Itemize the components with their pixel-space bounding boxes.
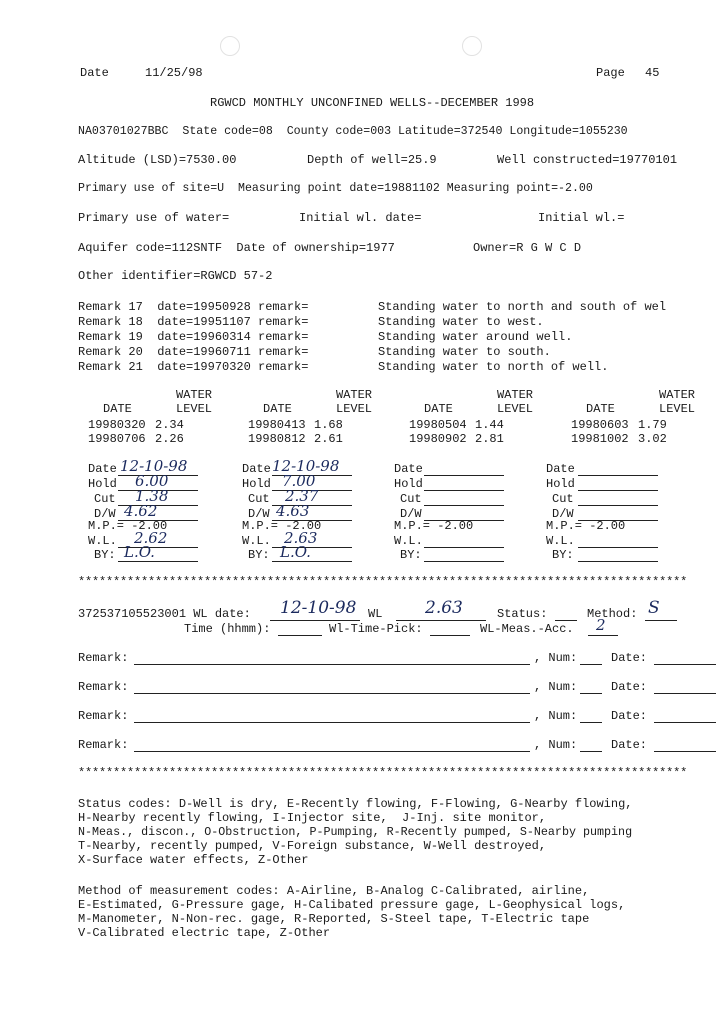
field-by-line[interactable] [272, 561, 352, 562]
divider: *************************************************************************************** [78, 575, 688, 589]
remark-left: Remark 19 date=19960314 remark= [78, 330, 309, 344]
num-line[interactable] [580, 751, 602, 752]
level-value: 1.79 [638, 418, 667, 432]
water-header: WATER [336, 388, 373, 402]
status-codes-line: H-Nearby recently flowing, I-Injector site, J-Inj. site monitor, [78, 811, 547, 825]
field-by-line[interactable] [578, 561, 658, 562]
hand-wl: 2.63 [284, 529, 318, 547]
method-codes-line: V-Calibrated electric tape, Z-Other [78, 926, 331, 940]
aquifer-code: Aquifer code=112SNTF Date of ownership=1977 [78, 241, 395, 255]
level-date: 19980902 [409, 432, 467, 446]
remark-left: Remark 20 date=19960711 remark= [78, 345, 309, 359]
field-mp: M.P.= -2.00 [88, 519, 168, 533]
field-by-label: BY: [552, 548, 574, 562]
remark-line[interactable] [134, 751, 530, 752]
date-col-header: DATE [586, 402, 615, 416]
remark-label: Remark: [78, 738, 129, 752]
initial-wl: Initial wl.= [538, 211, 625, 225]
status-codes-line: Status codes: D-Well is dry, E-Recently flowing, F-Flowing, G-Nearby flowing, [78, 797, 633, 811]
hand-method: S [648, 598, 660, 618]
field-wl-line[interactable] [578, 547, 658, 548]
level-date: 19980812 [248, 432, 306, 446]
field-date-label: Date [394, 462, 423, 476]
method-codes-line: E-Estimated, G-Pressure gage, H-Calibated pressure gage, L-Geophysical logs, [78, 898, 626, 912]
level-value: 2.61 [314, 432, 343, 446]
pick-line[interactable] [430, 635, 470, 636]
primary-use-water: Primary use of water= [78, 211, 230, 225]
remark-text: Standing water to north and south of wel [378, 300, 667, 314]
num-label: , Num: [534, 738, 578, 752]
divider: *************************************************************************************** [78, 766, 688, 780]
level-col-header: LEVEL [659, 402, 696, 416]
level-date: 19981002 [571, 432, 629, 446]
remark-date-line[interactable] [654, 664, 716, 665]
remark-date-label: Date: [611, 738, 648, 752]
page-label: Page [596, 66, 625, 80]
hand-wl-date: 12-10-98 [280, 598, 357, 618]
level-date: 19980320 [88, 418, 146, 432]
field-date-line[interactable] [578, 475, 658, 476]
water-header: WATER [659, 388, 696, 402]
status-codes-line: T-Nearby, recently pumped, V-Foreign substance, W-Well destroyed, [78, 839, 547, 853]
field-hold-line[interactable] [424, 490, 504, 491]
remark-label: Remark: [78, 680, 129, 694]
water-header: WATER [176, 388, 213, 402]
remark-line[interactable] [134, 693, 530, 694]
pick-label: Wl-Time-Pick: [329, 622, 423, 636]
time-line[interactable] [278, 635, 322, 636]
field-date-label: Date [88, 462, 117, 476]
remark-date-label: Date: [611, 709, 648, 723]
wl-line[interactable] [396, 620, 486, 621]
punch-hole [462, 36, 482, 56]
hand-acc: 2 [596, 616, 606, 634]
owner: Owner=R G W C D [473, 241, 582, 255]
report-date: 11/25/98 [145, 66, 203, 80]
remark-left: Remark 17 date=19950928 remark= [78, 300, 309, 314]
remark-text: Standing water to south. [378, 345, 551, 359]
field-cut-label: Cut [248, 492, 270, 506]
field-date-label: Date [546, 462, 575, 476]
page-title: RGWCD MONTHLY UNCONFINED WELLS--DECEMBER 1998 [210, 96, 535, 110]
hand-hold: 7.00 [282, 472, 316, 490]
status-line[interactable] [555, 620, 577, 621]
remark-date-label: Date: [611, 651, 648, 665]
status-codes-line: N-Meas., discon., O-Obstruction, P-Pumping, R-Recently pumped, S-Nearby pumping [78, 825, 633, 839]
remark-text: Standing water to north of well. [378, 360, 609, 374]
initial-wl-date: Initial wl. date= [299, 211, 422, 225]
site-id-line: NA03701027BBC State code=08 County code=003 Latitude=372540 Longitude=1055230 [78, 125, 628, 138]
remark-date-line[interactable] [654, 722, 716, 723]
field-wl-label: W.L. [394, 534, 423, 548]
level-date: 19980706 [88, 432, 146, 446]
hand-by: L.O. [280, 543, 311, 561]
remark-left: Remark 18 date=19951107 remark= [78, 315, 309, 329]
hand-hold: 6.00 [135, 472, 169, 490]
acc-line[interactable] [588, 635, 618, 636]
hand-cut: 1.38 [135, 487, 169, 505]
level-date: 19980413 [248, 418, 306, 432]
wl-date-line[interactable] [270, 620, 360, 621]
method-line[interactable] [645, 620, 677, 621]
remark-date-line[interactable] [654, 751, 716, 752]
site-use-line: Primary use of site=U Measuring point date=19881102 Measuring point=-2.00 [78, 182, 593, 195]
level-value: 2.26 [155, 432, 184, 446]
hand-date: 12-10-98 [120, 457, 188, 475]
remark-label: Remark: [78, 709, 129, 723]
level-date: 19980603 [571, 418, 629, 432]
num-label: , Num: [534, 651, 578, 665]
field-date-label: Date [242, 462, 271, 476]
status-codes-line: X-Surface water effects, Z-Other [78, 853, 309, 867]
field-wl-label: W.L. [546, 534, 575, 548]
field-hold-label: Hold [546, 477, 575, 491]
field-cut-label: Cut [400, 492, 422, 506]
field-hold-label: Hold [88, 477, 117, 491]
remark-text: Standing water to west. [378, 315, 544, 329]
well-constructed: Well constructed=19770101 [497, 153, 678, 167]
hand-wl-value: 2.63 [425, 598, 463, 618]
num-label: , Num: [534, 709, 578, 723]
field-wl-label: W.L. [88, 534, 117, 548]
remark-text: Standing water around well. [378, 330, 573, 344]
field-by-line[interactable] [118, 561, 198, 562]
hand-dw: 4.63 [276, 502, 310, 520]
num-line[interactable] [580, 693, 602, 694]
hand-wl: 2.62 [134, 529, 168, 547]
date-col-header: DATE [424, 402, 453, 416]
level-col-header: LEVEL [176, 402, 213, 416]
level-date: 19980504 [409, 418, 467, 432]
remark-left: Remark 21 date=19970320 remark= [78, 360, 309, 374]
level-col-header: LEVEL [497, 402, 534, 416]
field-cut-line[interactable] [578, 505, 658, 506]
time-label: Time (hhmm): [184, 622, 271, 636]
field-dw-label: D/W [94, 507, 116, 521]
level-value: 2.34 [155, 418, 184, 432]
hand-dw: 4.62 [124, 502, 158, 520]
field-dw-label: D/W [248, 507, 270, 521]
level-value: 1.68 [314, 418, 343, 432]
field-dw-label: D/W [552, 507, 574, 521]
punch-hole [220, 36, 240, 56]
level-value: 3.02 [638, 432, 667, 446]
field-cut-label: Cut [94, 492, 116, 506]
remark-date-line[interactable] [654, 693, 716, 694]
level-value: 1.44 [475, 418, 504, 432]
water-header: WATER [497, 388, 534, 402]
field-date-line[interactable] [424, 475, 504, 476]
method-label: Method: [587, 607, 638, 621]
field-by-label: BY: [248, 548, 270, 562]
field-by-label: BY: [400, 548, 422, 562]
level-col-header: LEVEL [336, 402, 373, 416]
field-cut-line[interactable] [424, 505, 504, 506]
remark-date-label: Date: [611, 680, 648, 694]
field-mp: M.P.= -2.00 [242, 519, 322, 533]
field-dw-label: D/W [400, 507, 422, 521]
field-hold-label: Hold [394, 477, 423, 491]
date-col-header: DATE [263, 402, 292, 416]
remark-label: Remark: [78, 651, 129, 665]
remark-line[interactable] [134, 664, 530, 665]
altitude: Altitude (LSD)=7530.00 [78, 153, 237, 167]
status-label: Status: [497, 607, 548, 621]
date-col-header: DATE [103, 402, 132, 416]
num-line[interactable] [580, 722, 602, 723]
acc-label: WL-Meas.-Acc. [480, 622, 574, 636]
page-number: 45 [645, 66, 660, 80]
field-wl-line[interactable] [424, 547, 504, 548]
well-wl-date-label: 372537105523001 WL date: [78, 607, 251, 621]
well-depth: Depth of well=25.9 [307, 153, 437, 167]
hand-date: 12-10-98 [272, 457, 340, 475]
hand-cut: 2.37 [285, 487, 319, 505]
field-cut-label: Cut [552, 492, 574, 506]
field-hold-label: Hold [242, 477, 271, 491]
field-wl-label: W.L. [242, 534, 271, 548]
field-by-label: BY: [94, 548, 116, 562]
hand-by: L.O. [124, 543, 155, 561]
date-label: Date [80, 66, 109, 80]
method-codes-line: Method of measurement codes: A-Airline, B-Analog C-Calibrated, airline, [78, 884, 590, 898]
wl-label: WL [368, 607, 383, 621]
field-mp: M.P.= -2.00 [394, 519, 474, 533]
method-codes-line: M-Manometer, N-Non-rec. gage, R-Reported, S-Steel tape, T-Electric tape [78, 912, 590, 926]
remark-line[interactable] [134, 722, 530, 723]
num-line[interactable] [580, 664, 602, 665]
field-hold-line[interactable] [578, 490, 658, 491]
level-value: 2.81 [475, 432, 504, 446]
field-mp: M.P.= -2.00 [546, 519, 626, 533]
field-by-line[interactable] [424, 561, 504, 562]
other-identifier: Other identifier=RGWCD 57-2 [78, 269, 273, 283]
num-label: , Num: [534, 680, 578, 694]
